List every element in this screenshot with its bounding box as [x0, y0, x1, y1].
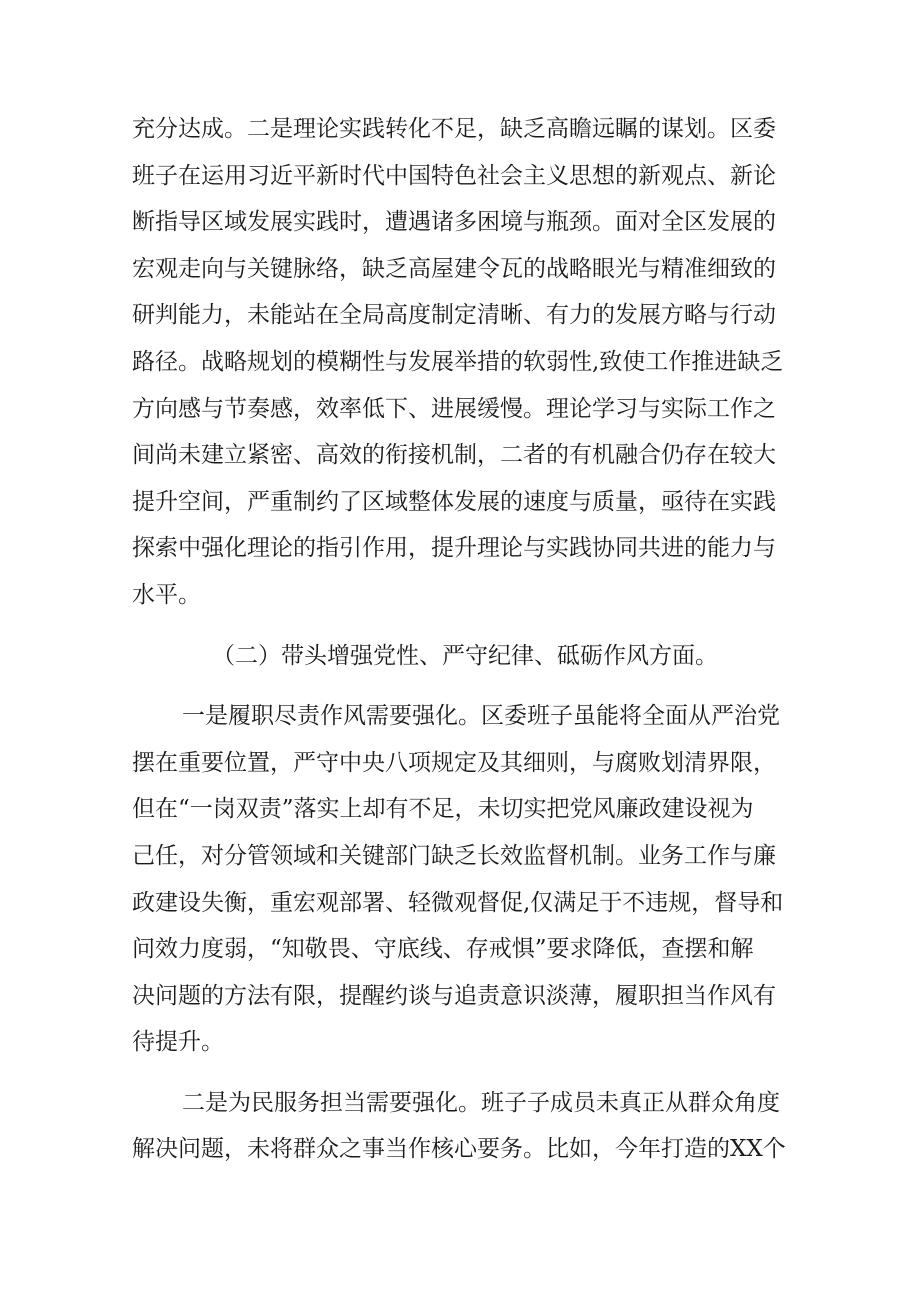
paragraph-1-line: 研判能力，未能站在全局高度制定清晰、有力的发展方略与行动 [132, 302, 776, 329]
paragraph-2-line: 摆在重要位置，严守中央八项规定及其细则，与腐败划清界限， [132, 749, 776, 776]
paragraph-spacer [132, 1066, 792, 1080]
paragraph-1-line: 路径。战略规划的模糊性与发展举措的软弱性,致使工作推进缺乏 [132, 348, 784, 375]
paragraph-3-line: 解决问题，未将群众之事当作核心要务。比如，今年打造的XX个 [132, 1136, 786, 1163]
paragraph-3-line: 二是为民服务担当需要强化。班子子成员未真正从群众角度 [182, 1089, 780, 1116]
paragraph-1-line: 宏观走向与关键脉络，缺乏高屋建令瓦的战略眼光与精准细致的 [132, 255, 776, 282]
paragraph-2-line: 一是履职尽责作风需要强化。区委班子虽能将全面从严治党 [182, 703, 780, 730]
paragraph-1-line: 方向感与节奏感，效率低下、进展缓慢。理论学习与实际工作之 [132, 395, 776, 422]
paragraph-1-line: 班子在运用习近平新时代中国特色社会主义思想的新观点、新论 [132, 162, 776, 189]
paragraph-1-line: 水平。 [132, 581, 201, 608]
paragraph-1-line: 间尚未建立紧密、高效的衔接机制，二者的有机融合仍存在较大 [132, 442, 776, 469]
document-body [132, 106, 792, 1173]
paragraph-2-line: 待提升。 [132, 1029, 224, 1056]
paragraph-2-line: 问效力度弱，“知敬畏、守底线、存戒惧”要求降低，查摆和解 [132, 936, 754, 963]
paragraph-spacer [132, 619, 792, 633]
paragraph-1-line: 充分达成。二是理论实践转化不足，缺乏高瞻远瞩的谋划。区委 [132, 116, 776, 142]
paragraph-spacer [132, 679, 792, 693]
paragraph-1-line: 提升空间，严重制约了区域整体发展的速度与质量，亟待在实践 [132, 488, 776, 515]
paragraph-2-line: 但在“一岗双责”落实上却有不足，未切实把党风廉政建设视为 [132, 796, 754, 823]
paragraph-1-line: 探索中强化理论的指引作用，提升理论与实践协同共进的能力与 [132, 535, 776, 562]
paragraph-2-line: 政建设失衡，重宏观部署、轻微观督促,仅满足于不违规，督导和 [132, 889, 784, 916]
paragraph-2-line: 决问题的方法有限，提醒约谈与追责意识淡薄，履职担当作风有 [132, 982, 776, 1009]
paragraph-1-line: 断指导区域发展实践时，遭遇诸多困境与瓶颈。面对全区发展的 [132, 209, 776, 236]
section-heading: （二）带头增强党性、严守纪律、砥砺作风方面。 [212, 642, 718, 669]
paragraph-2-line: 己任，对分管领域和关键部门缺乏长效监督机制。业务工作与廉 [132, 842, 776, 869]
